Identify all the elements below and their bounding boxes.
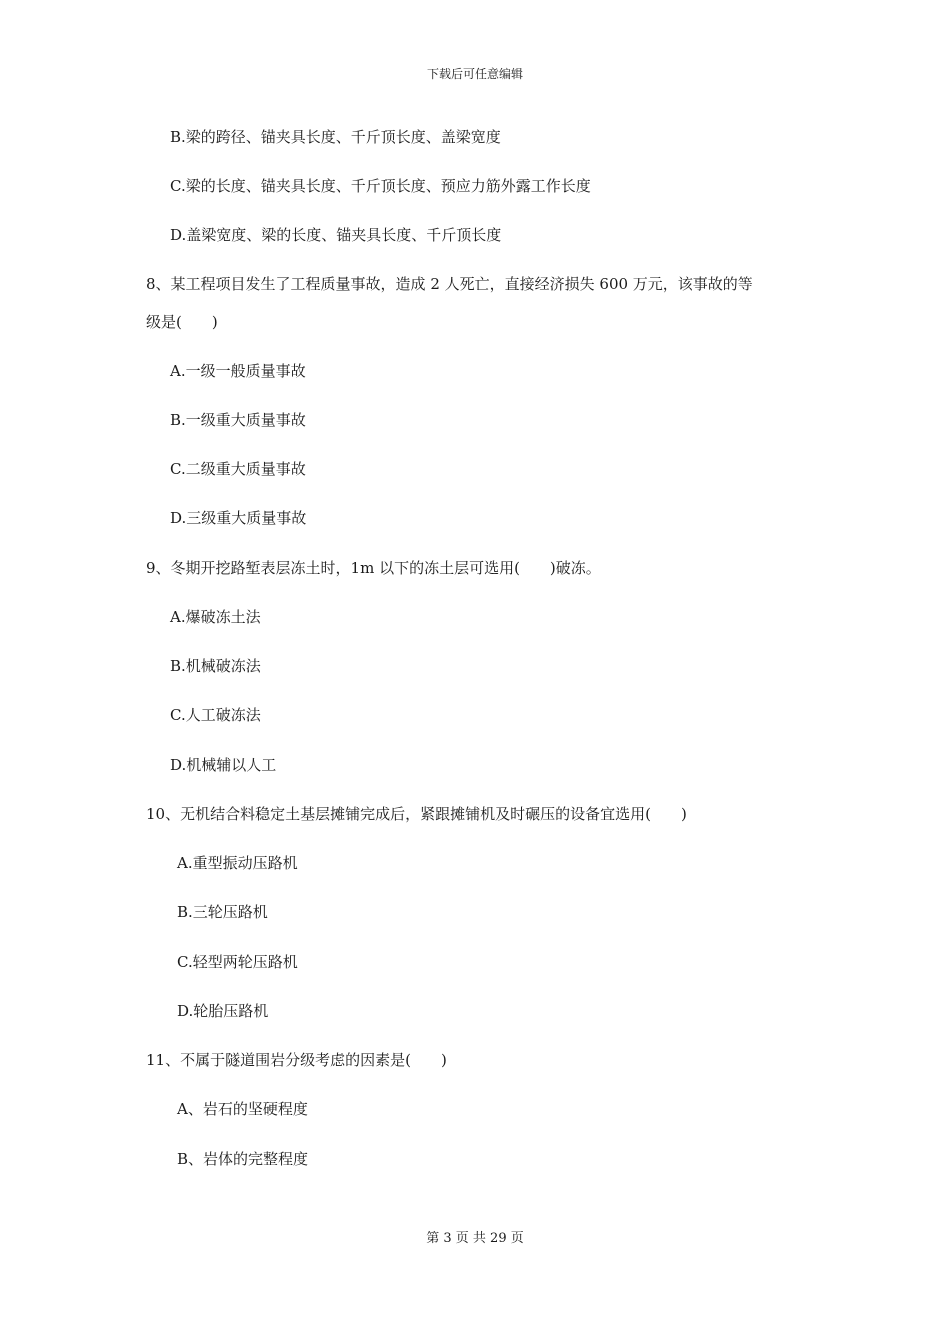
q8-option-a: A.一级一般质量事故: [170, 362, 306, 380]
q9-option-d: D.机械辅以人工: [170, 756, 277, 774]
q10-option-c: C.轻型两轮压路机: [177, 953, 298, 971]
q9-option-c: C.人工破冻法: [170, 706, 261, 724]
q9-question: 9、冬期开挖路堑表层冻土时，1m 以下的冻土层可选用( )破冻。: [146, 559, 601, 577]
q9-option-b: B.机械破冻法: [170, 657, 261, 675]
q11-question: 11、不属于隧道围岩分级考虑的因素是( ): [146, 1051, 447, 1069]
q10-option-b: B.三轮压路机: [177, 903, 268, 921]
q11-option-a: A、岩石的坚硬程度: [177, 1100, 308, 1118]
q7-option-b: B.梁的跨径、锚夹具长度、千斤顶长度、盖梁宽度: [170, 128, 501, 146]
q7-option-c: C.梁的长度、锚夹具长度、千斤顶长度、预应力筋外露工作长度: [170, 177, 591, 195]
q10-option-d: D.轮胎压路机: [177, 1002, 269, 1020]
page-header: 下载后可任意编辑: [426, 67, 523, 81]
q10-question: 10、无机结合料稳定土基层摊铺完成后，紧跟摊铺机及时碾压的设备宜选用( ): [146, 805, 687, 823]
q11-option-b: B、岩体的完整程度: [177, 1150, 309, 1168]
q9-option-a: A.爆破冻土法: [170, 608, 261, 626]
q8-option-c: C.二级重大质量事故: [170, 460, 306, 478]
q7-option-d: D.盖梁宽度、梁的长度、锚夹具长度、千斤顶长度: [170, 226, 502, 244]
q8-option-d: D.三级重大质量事故: [170, 509, 307, 527]
q8-question-line2: 级是( ): [146, 313, 218, 331]
q8-question-line1: 8、某工程项目发生了工程质量事故，造成 2 人死亡，直接经济损失 600 万元，该事故的等: [146, 275, 753, 293]
q8-option-b: B.一级重大质量事故: [170, 411, 306, 429]
q10-option-a: A.重型振动压路机: [177, 854, 298, 872]
page-footer: 第 3 页 共 29 页: [426, 1231, 524, 1246]
